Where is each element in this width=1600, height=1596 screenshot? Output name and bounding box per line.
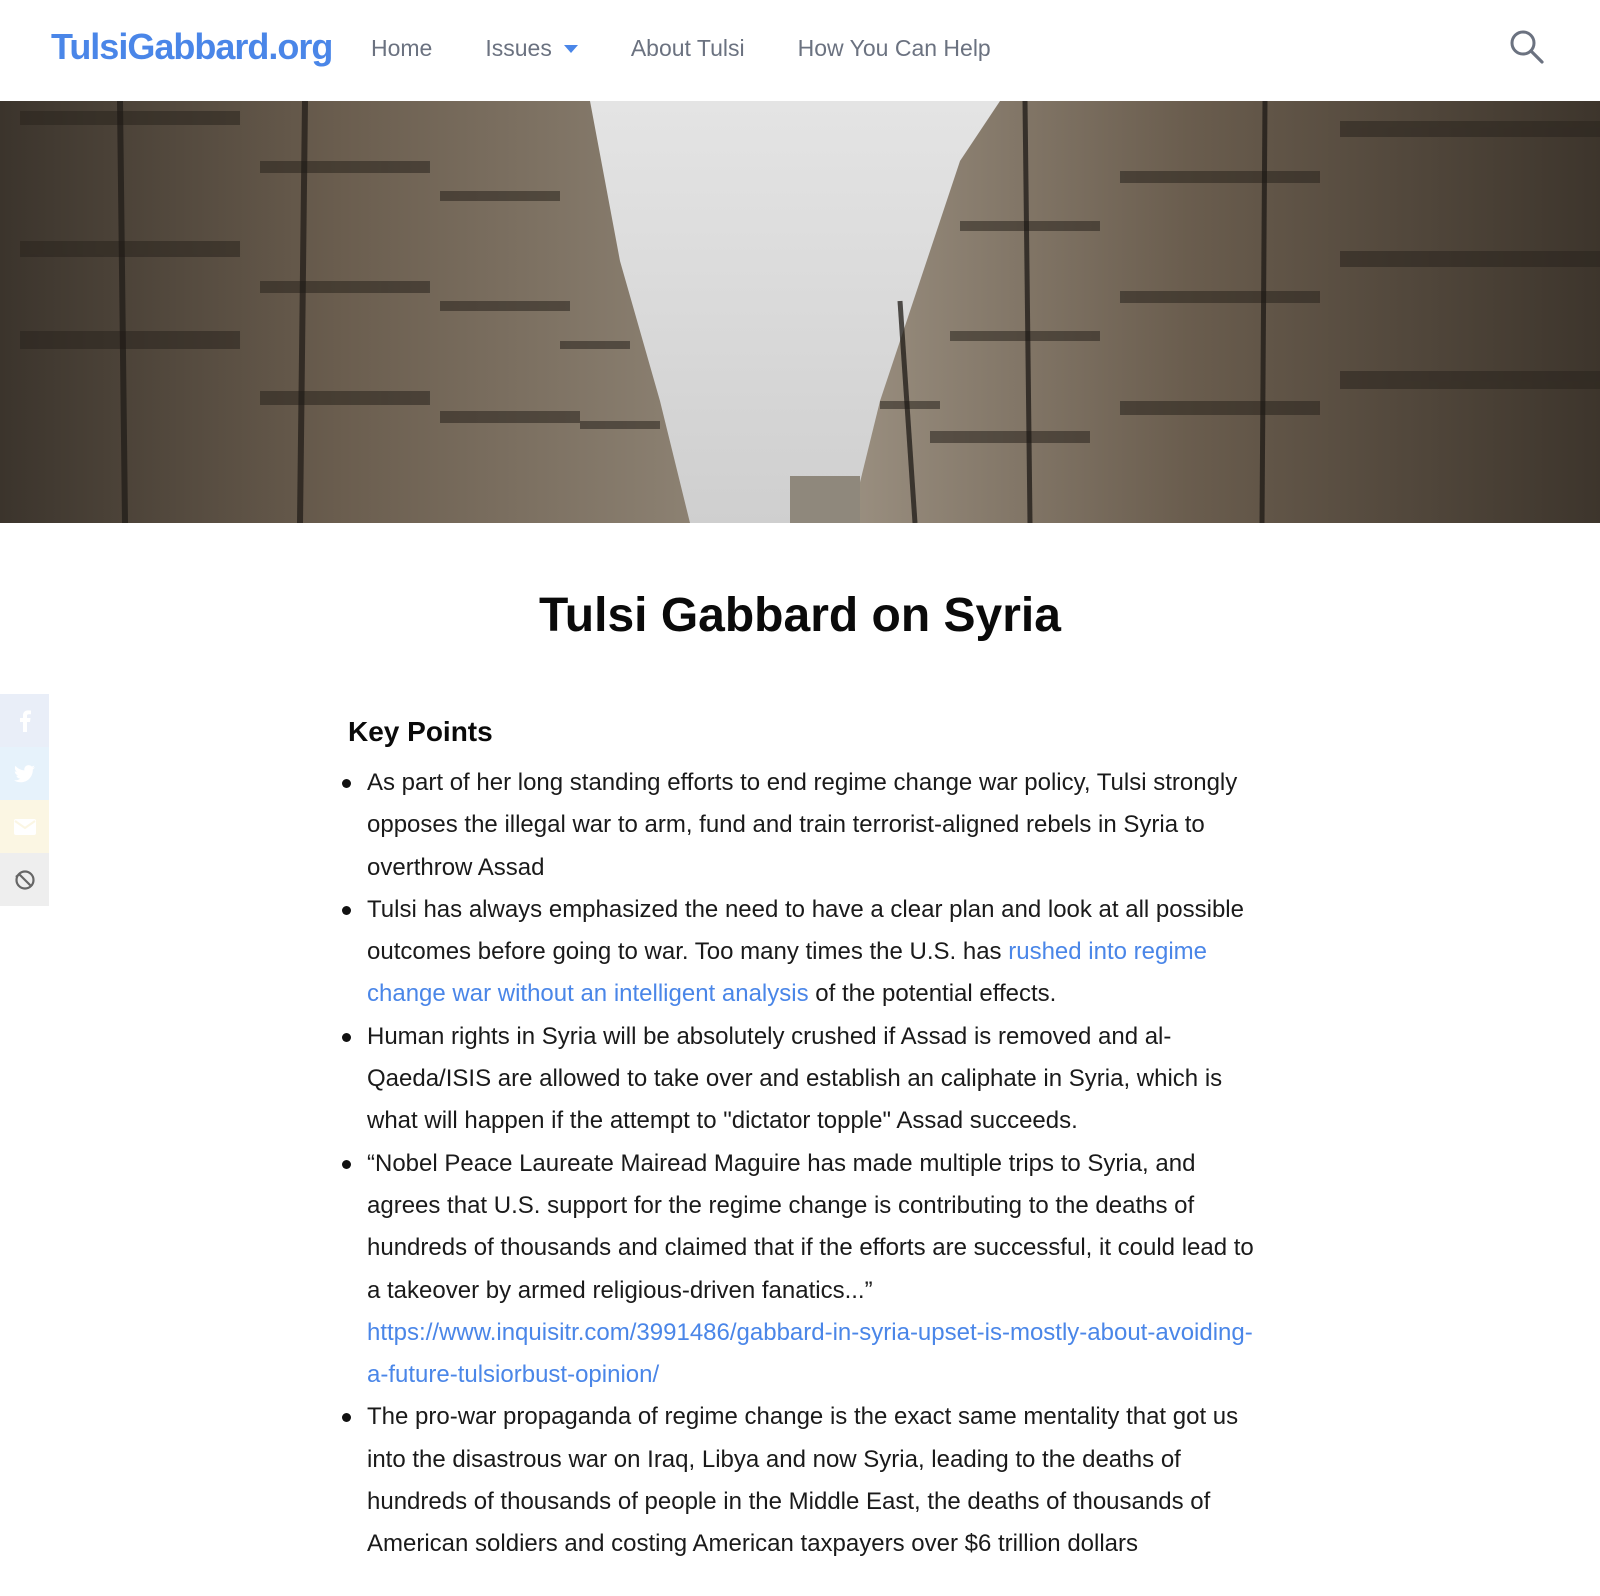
key-points-heading: Key Points (348, 716, 493, 747)
nav-issues[interactable] (485, 35, 577, 62)
source-url-link[interactable]: https://www.inquisitr.com/3991486/gabbard-in-syria-upset-is-mostly-about-avoiding-a-future-tulsiorbust-opinion/ (367, 1318, 1253, 1389)
twitter-icon[interactable] (0, 747, 49, 800)
list-item (340, 889, 1260, 1016)
page-title: Tulsi Gabbard on Syria (539, 589, 1061, 642)
site-logo[interactable]: TulsiGabbard.org (51, 26, 333, 67)
list-item (340, 1143, 1260, 1397)
list-item: Human rights in Syria will be absolutely crushed if Assad is removed and al-Qaeda/ISIS are allowed to take over and establish an caliphate in Syria, which is what will happen if the attempt to "dictator topple" Assad succeeds. (340, 1016, 1260, 1143)
chevron-down-icon (564, 45, 578, 53)
quote-text: “Nobel Peace Laureate Mairead Maguire has made multiple trips to Syria, and agrees that U.S. support for the regime change is contributing to the deaths of hundreds of thousands and claimed that if the efforts are successful, it could lead to a takeover by armed religious-driven fanatics...” (367, 1149, 1254, 1304)
nav-issues-label: Issues (485, 35, 552, 61)
nav-help[interactable]: How You Can Help (797, 35, 991, 61)
site-header (0, 0, 1600, 101)
list-item: As part of her long standing efforts to end regime change war policy, Tulsi strongly opposes the illegal war to arm, fund and train terrorist-aligned rebels in Syria to overthrow Assad (340, 762, 1260, 889)
share-bar (0, 694, 49, 906)
list-item-text: Tulsi has always emphasized the need to have a clear plan and look at all possible outcomes before going to war. Too many times the U.S. has (367, 895, 1244, 966)
list-item: The pro-war propaganda of regime change is the exact same mentality that got us into the disastrous war on Iraq, Libya and now Syria, leading to the deaths of hundreds of thousands of people in the Middle East, the deaths of thousands of American soldiers and costing American taxpayers over $6 trillion dollars (340, 1396, 1260, 1565)
article-body (340, 716, 1260, 1566)
hero-image (0, 101, 1600, 523)
list-item-text: of the potential effects. (808, 980, 1057, 1008)
nav-about[interactable]: About Tulsi (630, 35, 745, 61)
key-points-list (340, 762, 1260, 1566)
nav-home[interactable]: Home (371, 35, 433, 61)
other-share-icon[interactable] (0, 853, 49, 906)
main-nav (371, 35, 1044, 62)
analysis-link[interactable]: rushed into regime change war without an intelligent analysis (367, 938, 1208, 1008)
search-icon[interactable] (1508, 28, 1546, 66)
email-icon[interactable] (0, 800, 49, 853)
facebook-icon[interactable] (0, 694, 49, 747)
